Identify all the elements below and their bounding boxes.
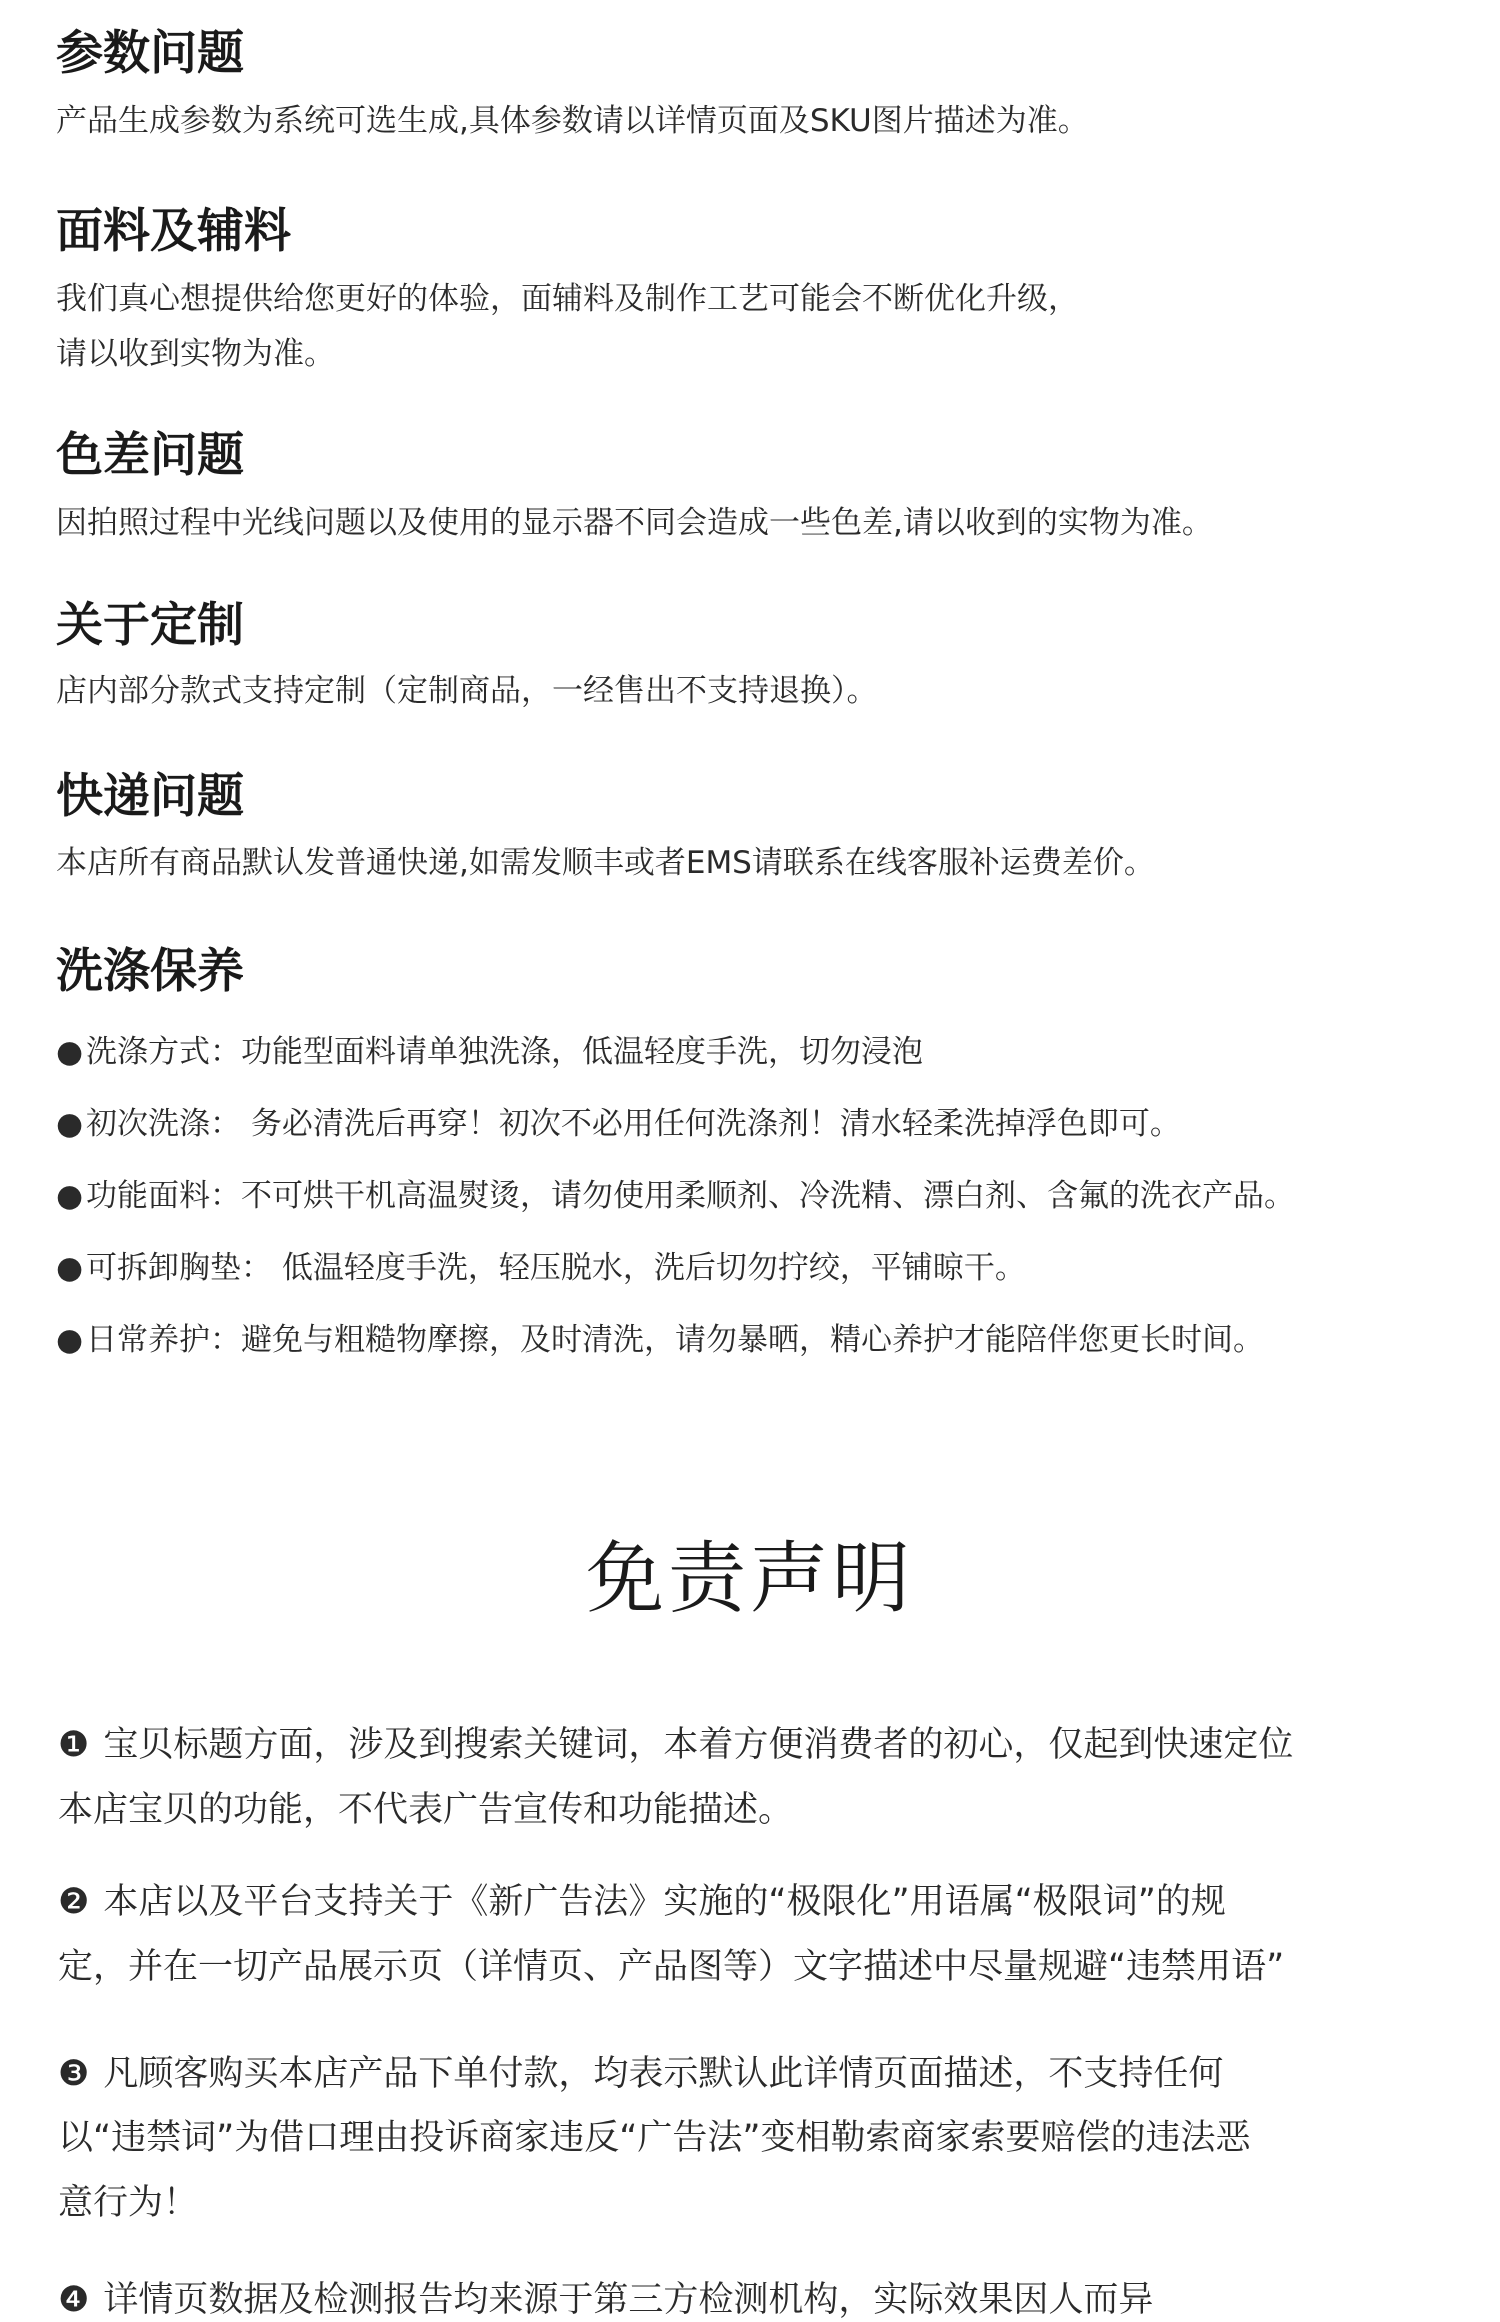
clause-2-line-2: 定，并在一切产品展示页（详情页、产品图等）文字描述中尽量规避“违禁用语” — [58, 1947, 1285, 1987]
section-text-fabric-line1: 我们真心想提供给您更好的体验，面辅料及制作工艺可能会不断优化升级， — [56, 281, 1079, 317]
section-text-fabric-line2: 请以收到实物为准。 — [56, 336, 335, 372]
clause-3-line-2: 以“违禁词”为借口理由投诉商家违反“广告法”变相勒索商家索要赔偿的违法恶 — [58, 2118, 1251, 2158]
clause-3-line-1 — [58, 2054, 1224, 2094]
clause-1-line-2: 本店宝贝的功能，不代表广告宣传和功能描述。 — [58, 1790, 794, 1830]
clause-text: 详情页数据及检测报告均来源于第三方检测机构，实际效果因人而异 — [103, 2280, 1154, 2320]
disclaimer-title: 免责声明 — [585, 1534, 914, 1624]
clause-4-line-1 — [58, 2280, 1154, 2320]
wash-item — [56, 1322, 1264, 1358]
section-title-params: 参数问题 — [56, 26, 244, 81]
section-text-color: 因拍照过程中光线问题以及使用的显示器不同会造成一些色差,请以收到的实物为准。 — [56, 505, 1213, 541]
section-title-custom: 关于定制 — [56, 598, 244, 653]
section-text-custom: 店内部分款式支持定制（定制商品，一经售出不支持退换）。 — [56, 673, 878, 709]
section-title-color: 色差问题 — [56, 428, 244, 483]
bullet-dot: ● — [56, 1034, 84, 1070]
clause-1-line-1 — [58, 1725, 1294, 1765]
bullet-dot: ● — [56, 1106, 84, 1142]
wash-item — [56, 1250, 1026, 1286]
clause-3-line-3: 意行为！ — [58, 2183, 199, 2223]
clause-2-line-1 — [58, 1882, 1226, 1922]
section-text-express: 本店所有商品默认发普通快递,如需发顺丰或者EMS请联系在线客服补运费差价。 — [56, 845, 1155, 881]
clause-number: ❹ — [58, 2280, 90, 2320]
section-title-fabric: 面料及辅料 — [56, 204, 291, 259]
clause-number: ❸ — [58, 2054, 90, 2094]
clause-number: ❷ — [58, 1882, 90, 1922]
wash-item-text: 可拆卸胸垫： 低温轻度手洗，轻压脱水，洗后切勿拧绞，平铺晾干。 — [86, 1250, 1026, 1286]
clause-text: 本店以及平台支持关于《新广告法》实施的“极限化”用语属“极限词”的规 — [103, 1882, 1226, 1922]
bullet-dot: ● — [56, 1178, 84, 1214]
clause-number: ❶ — [58, 1725, 90, 1765]
wash-item-text: 洗涤方式：功能型面料请单独洗涤，低温轻度手洗，切勿浸泡 — [86, 1034, 923, 1070]
clause-text: 宝贝标题方面，涉及到搜索关键词，本着方便消费者的初心，仅起到快速定位 — [103, 1725, 1294, 1765]
wash-item-text: 初次洗涤： 务必清洗后再穿！初次不必用任何洗涤剂！清水轻柔洗掉浮色即可。 — [86, 1106, 1181, 1142]
wash-item — [56, 1178, 1295, 1214]
bullet-dot: ● — [56, 1322, 84, 1358]
section-title-express: 快递问题 — [56, 769, 244, 824]
wash-item — [56, 1034, 923, 1070]
wash-item-text: 日常养护：避免与粗糙物摩擦，及时清洗，请勿暴晒，精心养护才能陪伴您更长时间。 — [86, 1322, 1264, 1358]
wash-item-text: 功能面料：不可烘干机高温熨烫，请勿使用柔顺剂、冷洗精、漂白剂、含氟的洗衣产品。 — [86, 1178, 1295, 1214]
section-title-wash: 洗涤保养 — [56, 944, 244, 999]
clause-text: 凡顾客购买本店产品下单付款，均表示默认此详情页面描述，不支持任何 — [103, 2054, 1224, 2094]
bullet-dot: ● — [56, 1250, 84, 1286]
wash-item — [56, 1106, 1181, 1142]
section-text-params: 产品生成参数为系统可选生成,具体参数请以详情页面及SKU图片描述为准。 — [56, 103, 1089, 139]
